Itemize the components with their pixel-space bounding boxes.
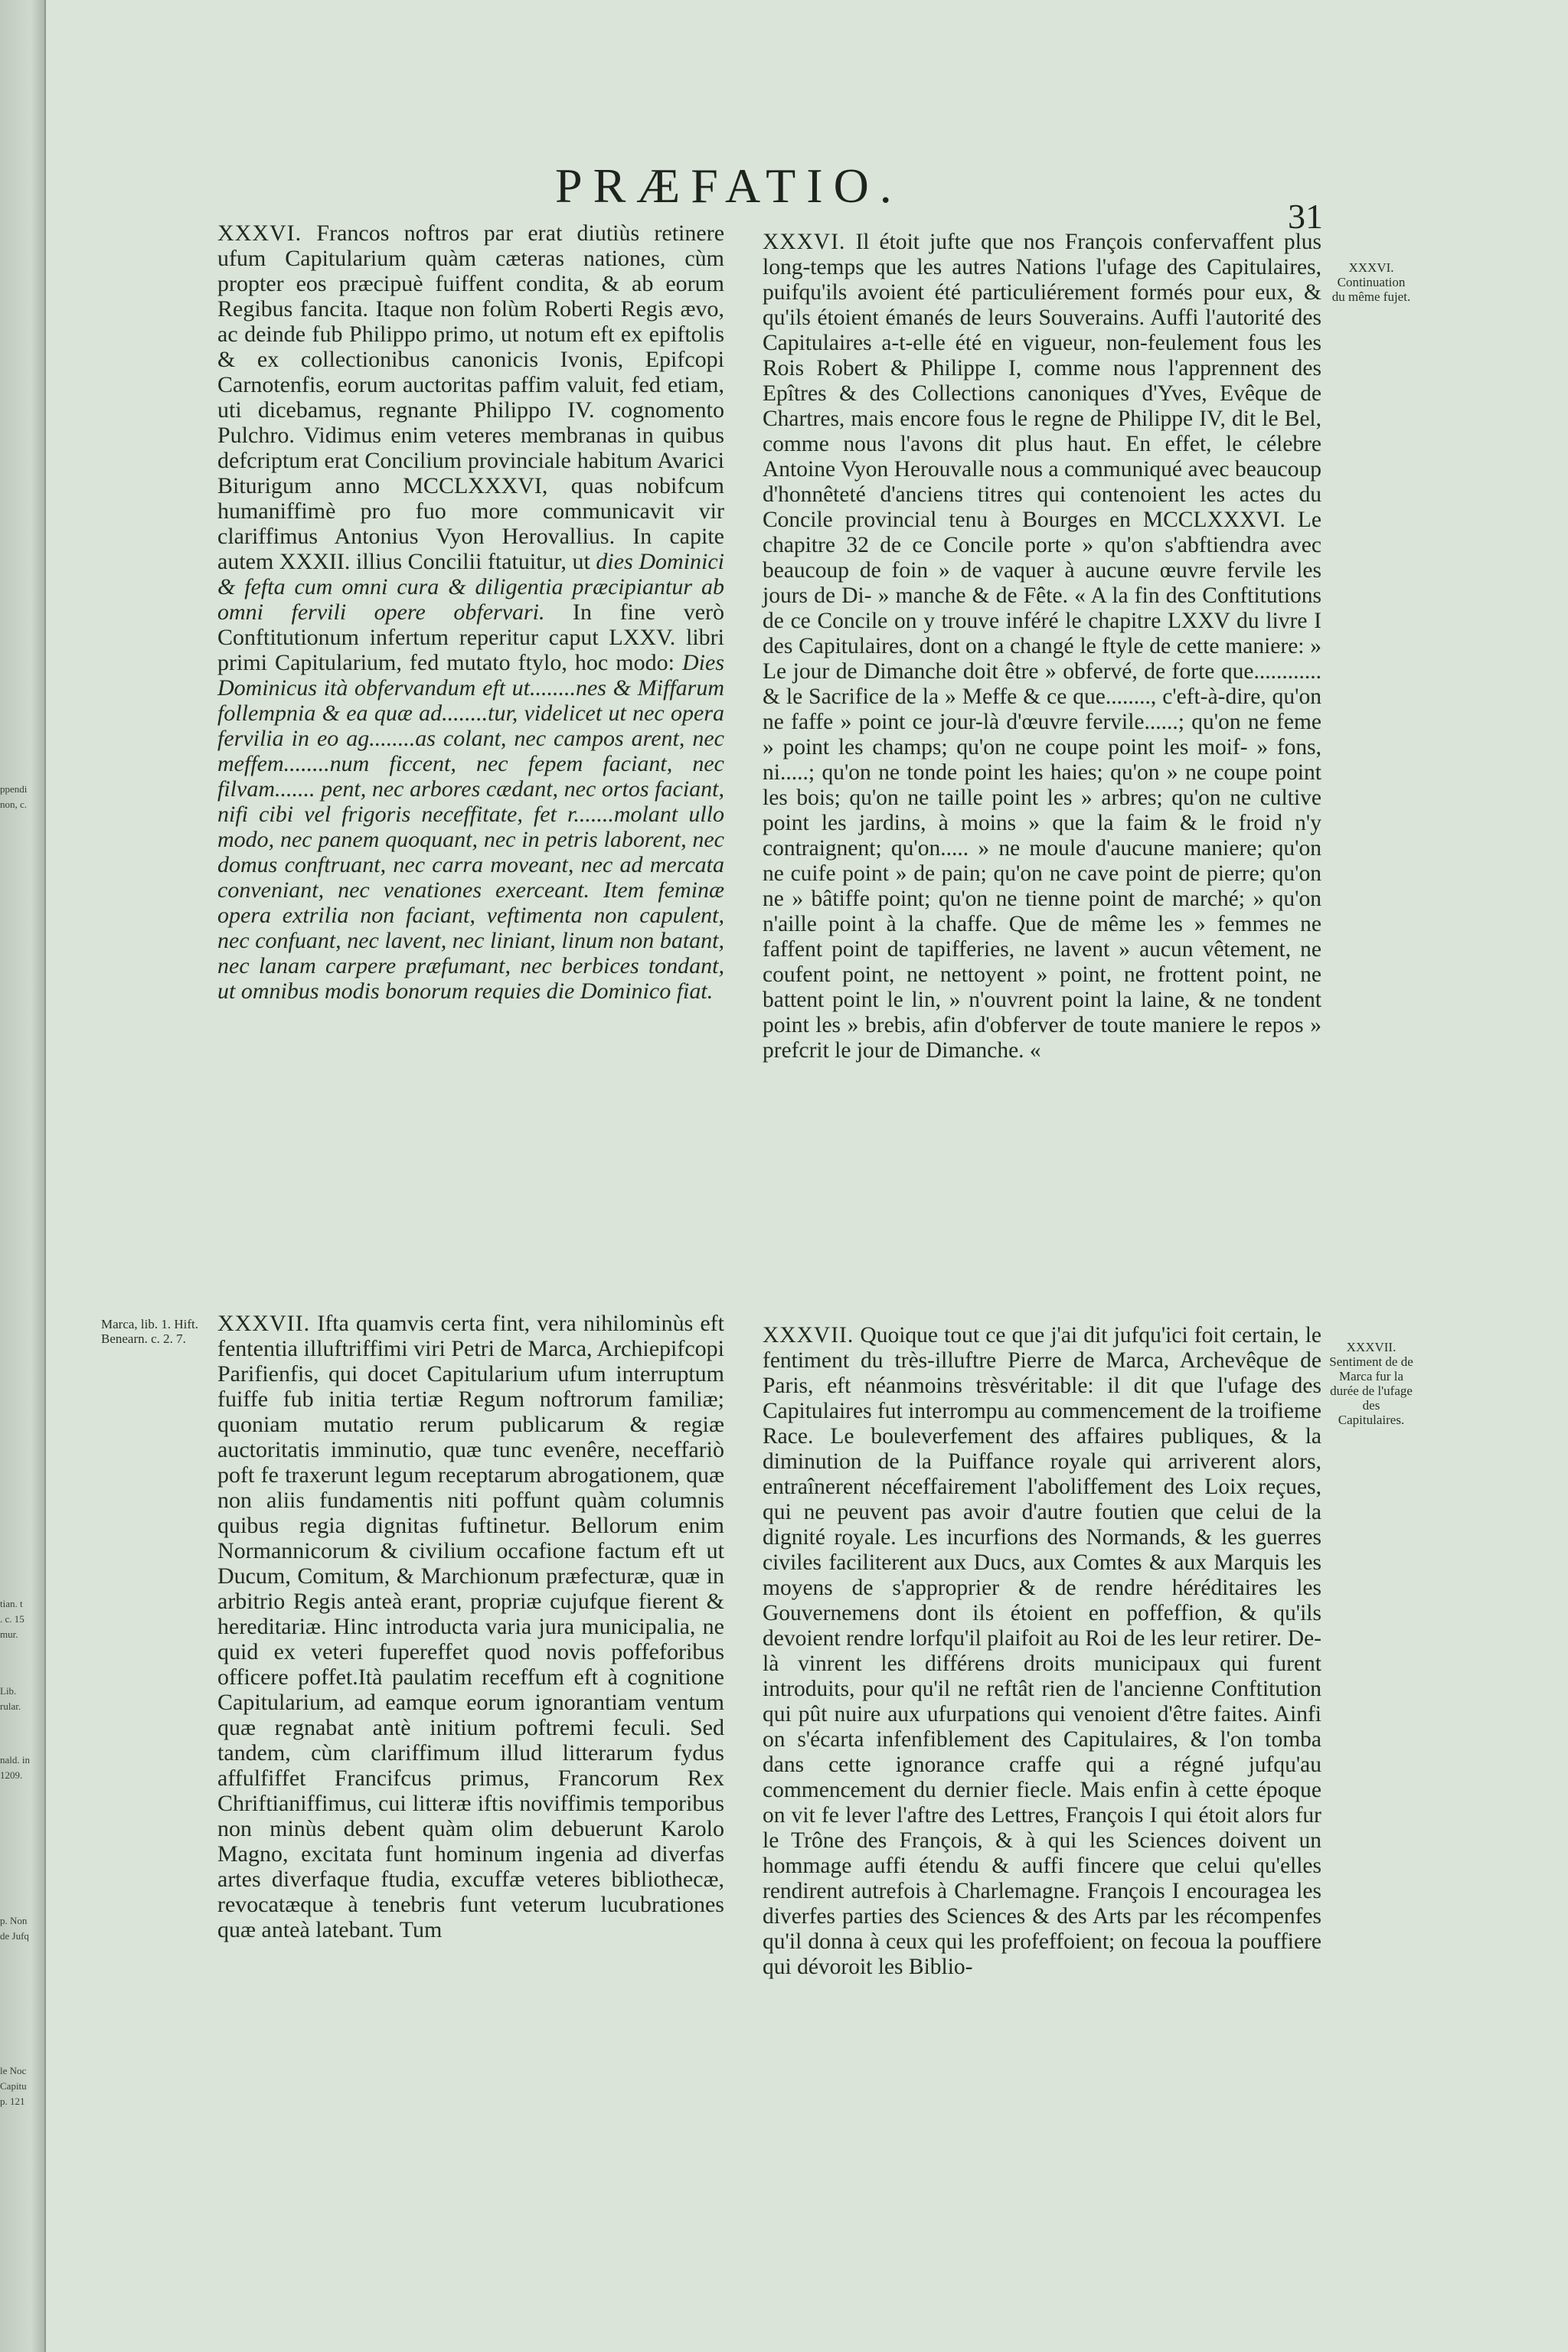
section-number: XXXVII. bbox=[763, 1323, 854, 1348]
margin-note-citation: Marca, lib. 1. Hift. Benearn. c. 2. 7. bbox=[101, 1317, 198, 1346]
section-number: XXXVII. bbox=[217, 1311, 311, 1336]
strip-note: p. Non bbox=[0, 1915, 28, 1926]
strip-note: rular. bbox=[0, 1700, 21, 1712]
margin-note-section-36: XXXVI. Continuation du même fujet. bbox=[1331, 260, 1411, 304]
adjacent-page-edge bbox=[0, 0, 46, 2352]
section-number: XXXVI. bbox=[763, 230, 846, 254]
page-title: PRÆFATIO. bbox=[555, 158, 903, 213]
strip-note: . c. 15 bbox=[0, 1613, 24, 1625]
latin-text: Francos noftros par erat diutiùs retinere ufum Capitularium quàm cæteras nationes, cùm propter eos præcipuè fuiffent condita, & ab eorum Regibus fancita. Itaque non folùm Roberti Regis ævo, ac deinde fub Philippo primo, ut notum eft ex epiftolis & ex collectionibus canonicis Ivonis, Epifcopi Carnotenfis, eorum auctoritas paffim valuit, fed etiam, uti dicebamus, regnante Philippo IV. cognomento Pulchro. Vidimus enim veteres membranas in quibus defcriptum erat Concilium provinciale habitum Avarici Biturigum anno MCCLXXXVI, quas nobifcum humaniffimè pro fuo more communicavit vir clariffimus Antonius Vyon Herovallius. In capite autem XXXII. illius Concilii ftatuitur, ut bbox=[217, 220, 725, 574]
latin-quote: Dies Dominicus ità obfervandum eft ut........nes & Miffarum follempnia & ea quæ ad........tur, videlicet ut nec opera fervilia in eo ag........as colant, nec campos arent, nec meffem........num ficcent, nec fepem faciant, nec filvam....... pent, nec arbores cædant, nec ortos faciant, nifi cibi vel frigoris neceffitate, fet r.......molant ullo modo, nec panem quoquant, nec in petris laborent, nec domus conftruant, nec carra moveant, nec ad mercata conveniant, nec venationes exerceant. Item feminæ opera extrilia non faciant, veftimenta non capulent, nec confuant, nec lavent, nec liniant, linum non batant, nec lanam carpere præfumant, nec berbices tondant, ut omnibus modis bonorum requies die Dominico fiat. bbox=[217, 650, 724, 1004]
strip-note: p. 121 bbox=[0, 2096, 25, 2107]
latin-text: In fine verò Conftitutionum infertum reperitur caput LXXV. libri primi Capitularium, fed mutato ftylo, hoc modo: bbox=[217, 599, 725, 675]
margin-note-section-37: XXXVII. Sentiment de de Marca fur la durée de l'ufage des Capitulaires. bbox=[1329, 1340, 1413, 1427]
strip-note: 1209. bbox=[0, 1769, 23, 1781]
strip-note: Lib. bbox=[0, 1685, 17, 1697]
strip-note: non, c. bbox=[0, 799, 28, 810]
strip-note: nald. in bbox=[0, 1754, 30, 1766]
strip-note: Capitu bbox=[0, 2080, 27, 2092]
latin-paragraph-36 bbox=[217, 220, 724, 1004]
latin-text: Ifta quamvis certa fint, vera nihilominùs eft fententia illuftriffimi viri Petri de Marca, Archiepifcopi Parifienfis, qui docet Capitularium ufum interruptum fuiffe fub initia tertiæ Regum noftrorum familiæ; quoniam mutatio rerum publicarum & regiæ auctoritatis imminutio, quæ tunc evenêre, neceffariò poft fe traxerunt legum receptarum abrogationem, quæ non aliis fundamentis niti poffunt quàm columnis quibus regia dignitas fuftinetur. Bellorum enim Normannicorum & civilium occafione factum eft ut Ducum, Comitum, & Marchionum præfecturæ, quæ in arbitrio Regis anteà erant, propriæ cujufque fierent & hereditariæ. Hinc introducta varia jura municipalia, ne quid ex veteri fupereffet quod novis poffeforibus officere poffet.Ità paulatim receffum eft à cognitione Capitularium, ad eamque eorum ignorantiam ventum quæ regnabat antè initium poftremi feculi. Sed tandem, cùm clariffimum illud litterarum fydus affulfiffet Francifcus primus, Francorum Rex Chriftianiffimus, cui litteræ iftis noviffimis temporibus non minùs debent quàm olim debuerunt Karolo Magno, excitata funt hominum ingenia ad diverfas artes diverfaque ftudia, excuffæ veteres bibliothecæ, revocatæque à tenebris funt veterum lucubrationes quæ anteà latebant. Tum bbox=[217, 1311, 724, 1942]
french-paragraph-36 bbox=[763, 230, 1321, 1063]
strip-note: tian. t bbox=[0, 1598, 23, 1609]
french-paragraph-37 bbox=[763, 1323, 1321, 1980]
latin-paragraph-37 bbox=[217, 1311, 724, 1942]
strip-note: ppendi bbox=[0, 783, 28, 795]
page-number: 31 bbox=[1288, 197, 1323, 236]
french-text: Quoique tout ce que j'ai dit jufqu'ici foit certain, le fentiment du très-illuftre Pierre de Marca, Archevêque de Paris, eft néanmoins trèsvéritable: il dit que l'ufage des Capitulaires fut interrompu au commencement de la troifieme Race. Le bouleverfement des affaires publiques, & la diminution de la Puiffance royale qui arriverent alors, entraînerent néceffairement l'aboliffement des Loix reçues, qui ne peuvent pas avoir d'autre foutien que celui de la dignité royale. Les incurfions des Normands, & les guerres civiles faciliterent aux Ducs, aux Comtes & aux Marquis les moyens de s'approprier & de rendre héréditaires les Gouvernemens dont ils étoient en poffeffion, & qu'ils devoient rendre lorfqu'il plaifoit au Roi de les leur retirer. De-là vinrent les différens droits municipaux qui furent introduits, pour qu'il ne reftât rien de l'ancienne Conftitution qui pût nuire aux ufurpations qui venoient d'être faites. Ainfi on s'écarta infenfiblement des Capitulaires, & l'on tomba dans cette ignorance craffe qui a régné jufqu'au commencement du dernier fiecle. Mais enfin à cette époque on vit fe lever l'aftre des Lettres, François I qui étoit alors fur le Trône des François, & à qui les Sciences doivent un hommage auffi étendu & auffi fincere que celui qu'elles rendirent autrefois à Charlemagne. François I encouragea les diverfes parties des Sciences & des Arts par les récompenfes qu'il donna à ceux qui les profeffoient; on fecoua la pouffiere qui dévoroit les Biblio- bbox=[763, 1323, 1322, 1979]
strip-note: le Noc bbox=[0, 2065, 27, 2076]
french-text: Il étoit jufte que nos François confervaffent plus long-temps que les autres Nations l'ufage des Capitulaires, puifqu'ils avoient été particuliérement formés pour eux, & qu'ils étoient émanés de leurs Souverains. Auffi l'autorité des Capitulaires a-t-elle été en vigueur, non-feulement fous les Rois Robert & Philippe I, comme nous l'apprennent des Epîtres & des Collections canoniques d'Yves, Evêque de Chartres, mais encore fous le regne de Philippe IV, dit le Bel, comme nous l'avons dit plus haut. En effet, le célebre Antoine Vyon Herouvalle nous a communiqué avec beaucoup d'honnêteté d'anciens titres qui contenoient les actes du Concile provincial tenu à Bourges en MCCLXXXVI. Le chapitre 32 de ce Concile porte » qu'on s'abftiendra avec beaucoup de foin » de vaquer à aucune œuvre fervile les jours de Di- » manche & de Fête. « A la fin des Conftitutions de ce Concile on y trouve inféré le chapitre LXXV du livre I des Capitulaires, dont on a changé le ftyle de cette maniere: » Le jour de Dimanche doit être » obfervé, de forte que............ & le Sacrifice de la » Meffe & ce que........, c'eft-à-dire, qu'on ne faffe » point ce jour-là d'œuvre fervile......; qu'on ne feme » point les champs; qu'on ne coupe point les moif- » fons, ni.....; qu'on ne tonde point les haies; qu'on » ne coupe point les bois; qu'on ne taille point les » arbres; qu'on ne cultive point les jardins, à moins » que la faim & le froid n'y contraignent; qu'on..... » ne moule d'aucune maniere; qu'on ne cuife point » de pain; qu'on ne cave point de pierre; qu'on ne » bâtiffe point; qu'on ne tienne point de marché; » qu'on n'aille point à la chaffe. Que de même les » femmes ne faffent point de tapifferies, ne lavent » aucun vêtement, ne coufent point, ne nettoyent » point, ne frottent point, ne battent point le lin, » n'ouvrent point la laine, & ne tondent point les » brebis, afin d'obferver de toute maniere le repos » prefcrit le jour de Dimanche. « bbox=[763, 230, 1322, 1063]
latin-quote: dies Dominici & fefta cum omni cura & diligentia præcipiantur ab omni fervili opere obfervari. bbox=[217, 549, 725, 625]
section-number: XXXVI. bbox=[217, 220, 302, 246]
strip-note: de Jufq bbox=[0, 1930, 29, 1942]
strip-note: mur. bbox=[0, 1628, 18, 1640]
